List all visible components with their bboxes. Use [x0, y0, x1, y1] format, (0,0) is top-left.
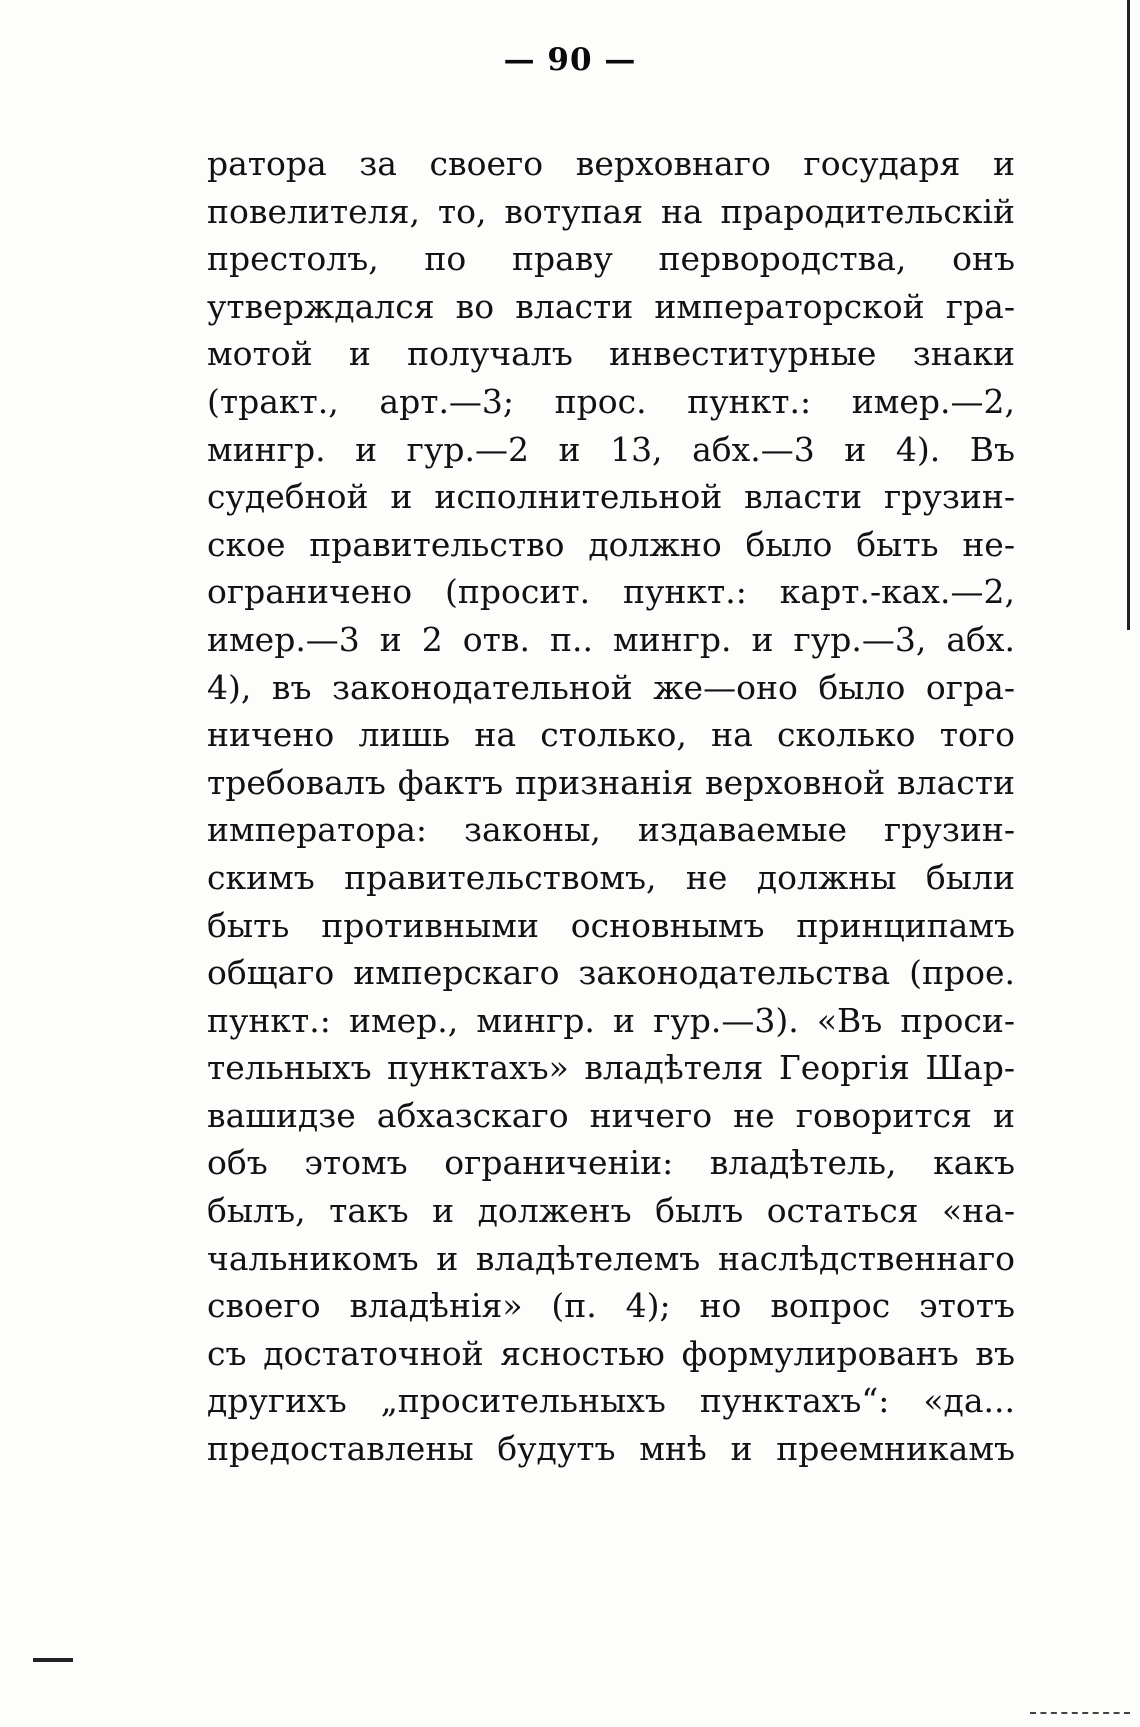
text-line: мингр. и гур.—2 и 13, абх.—3 и 4). Въ: [207, 429, 1015, 469]
page-edge-shadow-right: [1127, 0, 1130, 630]
text-line: ратора за своего верховнаго государя и: [207, 144, 1015, 183]
text-line: былъ, такъ и долженъ былъ остаться «на-: [207, 1191, 1015, 1231]
text-line: утверждался во власти императорской гра-: [207, 286, 1015, 326]
text-line: ское правительство должно было быть не-: [207, 524, 1015, 564]
text-line: чальникомъ и владѣтелемъ наслѣдственнаго: [207, 1238, 1015, 1278]
text-line: вашидзе абхазскаго ничего не говорится и: [207, 1095, 1015, 1135]
text-line: повелителя, то, вотупая на прародительскій: [207, 191, 1015, 231]
text-line: имер.—3 и 2 отв. п.. мингр. и гур.—3, абх.: [207, 619, 1015, 659]
text-line: императора: законы, издаваемые грузин-: [207, 810, 1015, 850]
text-line: объ этомъ ограниченіи: владѣтель, какъ: [207, 1143, 1015, 1183]
text-line: требовалъ фактъ признанія верховной власти: [207, 762, 1015, 802]
text-line: съ достаточной ясностью формулированъ въ: [207, 1333, 1015, 1373]
scan-mark-left: [33, 1658, 73, 1662]
text-line: ничено лишь на столько, на сколько того: [207, 715, 1015, 755]
text-line: другихъ „просительныхъ пунктахъ“: «да...: [207, 1381, 1015, 1421]
text-line: пункт.: имер., мингр. и гур.—3). «Въ проси-: [207, 1000, 1015, 1040]
text-line: судебной и исполнительной власти грузин-: [207, 477, 1015, 517]
text-line: скимъ правительствомъ, не должны были: [207, 857, 1015, 897]
page-number: — 90 —: [503, 42, 637, 78]
text-line: быть противными основнымъ принципамъ: [207, 905, 1015, 945]
text-line: мотой и получалъ инвеститурные знаки: [207, 334, 1015, 374]
text-line: престолъ, по праву первородства, онъ: [207, 239, 1015, 279]
scan-mark-right: [1030, 1712, 1130, 1716]
body-text: [207, 140, 1015, 1473]
text-line: тельныхъ пунктахъ» владѣтеля Георгія Шар-: [207, 1048, 1015, 1088]
text-line: ограничено (просит. пункт.: карт.-ках.—2,: [207, 572, 1015, 612]
text-line: своего владѣнія» (п. 4); но вопрос этотъ: [207, 1286, 1015, 1326]
text-line: предоставлены будутъ мнѣ и преемникамъ: [207, 1429, 1015, 1469]
text-line: общаго имперскаго законодательства (прое.: [207, 953, 1015, 993]
text-line: 4), въ законодательной же—оно было огра-: [207, 667, 1015, 707]
text-line: (тракт., арт.—3; прос. пункт.: имер.—2,: [207, 381, 1015, 421]
